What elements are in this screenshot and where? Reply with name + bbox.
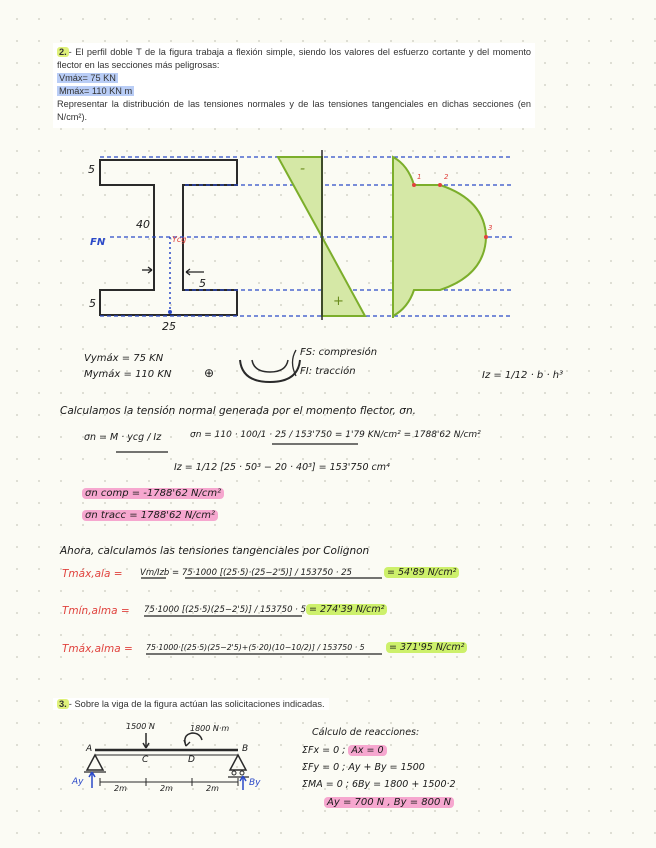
eq3: ΣMA = 0 ; 6By = 1800 + 1500·2 (302, 779, 456, 790)
sign-compression: - (300, 161, 306, 177)
point-3-label: 3 (488, 224, 493, 232)
sigma-tension: σn tracc = 1788'62 N/cm² (82, 510, 218, 521)
tau2-expr: 75·1000 [(25·5)(25−2'5)] / 153750 · 5 (144, 605, 306, 615)
mymax-note: Mymáx = 110 KN (84, 369, 172, 380)
iz-formula: Iz = 1/12 · b · h³ (482, 370, 564, 381)
point-d-label: D (188, 755, 195, 765)
ay-label: Ay (72, 777, 84, 787)
dim-web-height-label: 40 (136, 218, 150, 231)
eq2: ΣFy = 0 ; Ay + By = 1500 (302, 762, 425, 773)
problem-3-statement (53, 698, 329, 710)
neutral-axis-label: FN (90, 237, 106, 248)
eq1: ΣFx = 0 ; (302, 745, 346, 756)
dim-web-thickness-label: 5 (199, 277, 206, 290)
point-1-label: 1 (417, 173, 422, 181)
problem-3-number: 3. (59, 699, 67, 709)
span-3-label: 2m (206, 784, 219, 793)
support-b-icon (230, 755, 246, 770)
dim-bottom-label: 5 (89, 297, 96, 310)
by-label: By (249, 778, 261, 788)
span-2-label: 2m (160, 784, 173, 793)
iz-calc: Iz = 1/12 [25 · 50³ − 20 · 40³] = 153'750 cm⁴ (174, 462, 390, 473)
tau3-label: Tmáx,alma = (62, 643, 133, 655)
normal-stress-title: Calculamos la tensión normal generada por el momento flector, σn. (60, 405, 416, 417)
tau3-expr: 75·1000·[(25·5)(25−2'5)+(5·20)(10−10/2)] / 153750 · 5 (146, 643, 365, 652)
ycg-point (168, 310, 172, 314)
moment-sign-icon (240, 360, 300, 382)
moment-load-label: 1800 N·m (190, 724, 230, 733)
reactions-result: Ay = 700 N , By = 800 N (324, 797, 454, 808)
normal-formula: σn = M · ycg / Iz (84, 432, 162, 443)
support-a-icon (87, 755, 103, 770)
eq1-result: Ax = 0 (348, 745, 386, 756)
tau2-result: = 274'39 N/cm² (306, 604, 387, 615)
statement-text-2: Representar la distribución de las tensiones normales y de las tensiones tangenciales en dichas secciones (en N/cm²). (57, 99, 531, 122)
point-b-label: B (242, 744, 249, 754)
tau1-label: Tmáx,ala = (62, 568, 123, 580)
sigma-compression: σn comp = -1788'62 N/cm² (82, 488, 224, 499)
m-max-label: Mmáx= 110 KN m (59, 86, 133, 96)
tau3-result: = 371'95 N/cm² (386, 642, 467, 653)
tau1-result: = 54'89 N/cm² (384, 567, 459, 578)
v-max-label: Vmáx= 75 KN (59, 73, 116, 83)
fs-note: FS: compresión (300, 347, 378, 358)
shear-title: Ahora, calculamos las tensiones tangenciales por Colignon (60, 545, 370, 557)
span-1-label: 2m (114, 784, 127, 793)
point-a-label: A (86, 744, 93, 754)
dim-width-label: 25 (162, 320, 176, 333)
problem-2-number: 2. (59, 47, 67, 57)
tau2-label: Tmín,alma = (62, 605, 130, 617)
normal-calc: σn = 110 · 100/1 · 25 / 153'750 = 1'79 KN/cm² = 1788'62 N/cm² (190, 430, 481, 440)
sign-tension: + (333, 294, 344, 309)
statement-text-1: - El perfil doble T de la figura trabaja a flexión simple, siendo los valores del esfuerzo cortante y del momento flector en las secciones más peligrosas: (57, 47, 531, 70)
reactions-title: Cálculo de reacciones: (312, 727, 420, 738)
plus-sign: ⊕ (204, 366, 215, 380)
point-load-label: 1500 N (126, 722, 155, 731)
point-2-label: 2 (444, 173, 449, 181)
fi-note: FI: tracción (300, 366, 356, 377)
point-c-label: C (142, 755, 149, 765)
tau1-expr: Vm/Izb = 75·1000 [(25·5)·(25−2'5)] / 153750 · 25 (140, 568, 352, 578)
dim-top-label: 5 (88, 163, 95, 176)
ycg-label: Ycg (172, 235, 187, 244)
vymax-note: Vymáx = 75 KN (84, 353, 164, 364)
shear-stress-diagram (393, 157, 486, 316)
problem-3-text: - Sobre la viga de la figura actúan las solicitaciones indicadas. (68, 699, 325, 709)
